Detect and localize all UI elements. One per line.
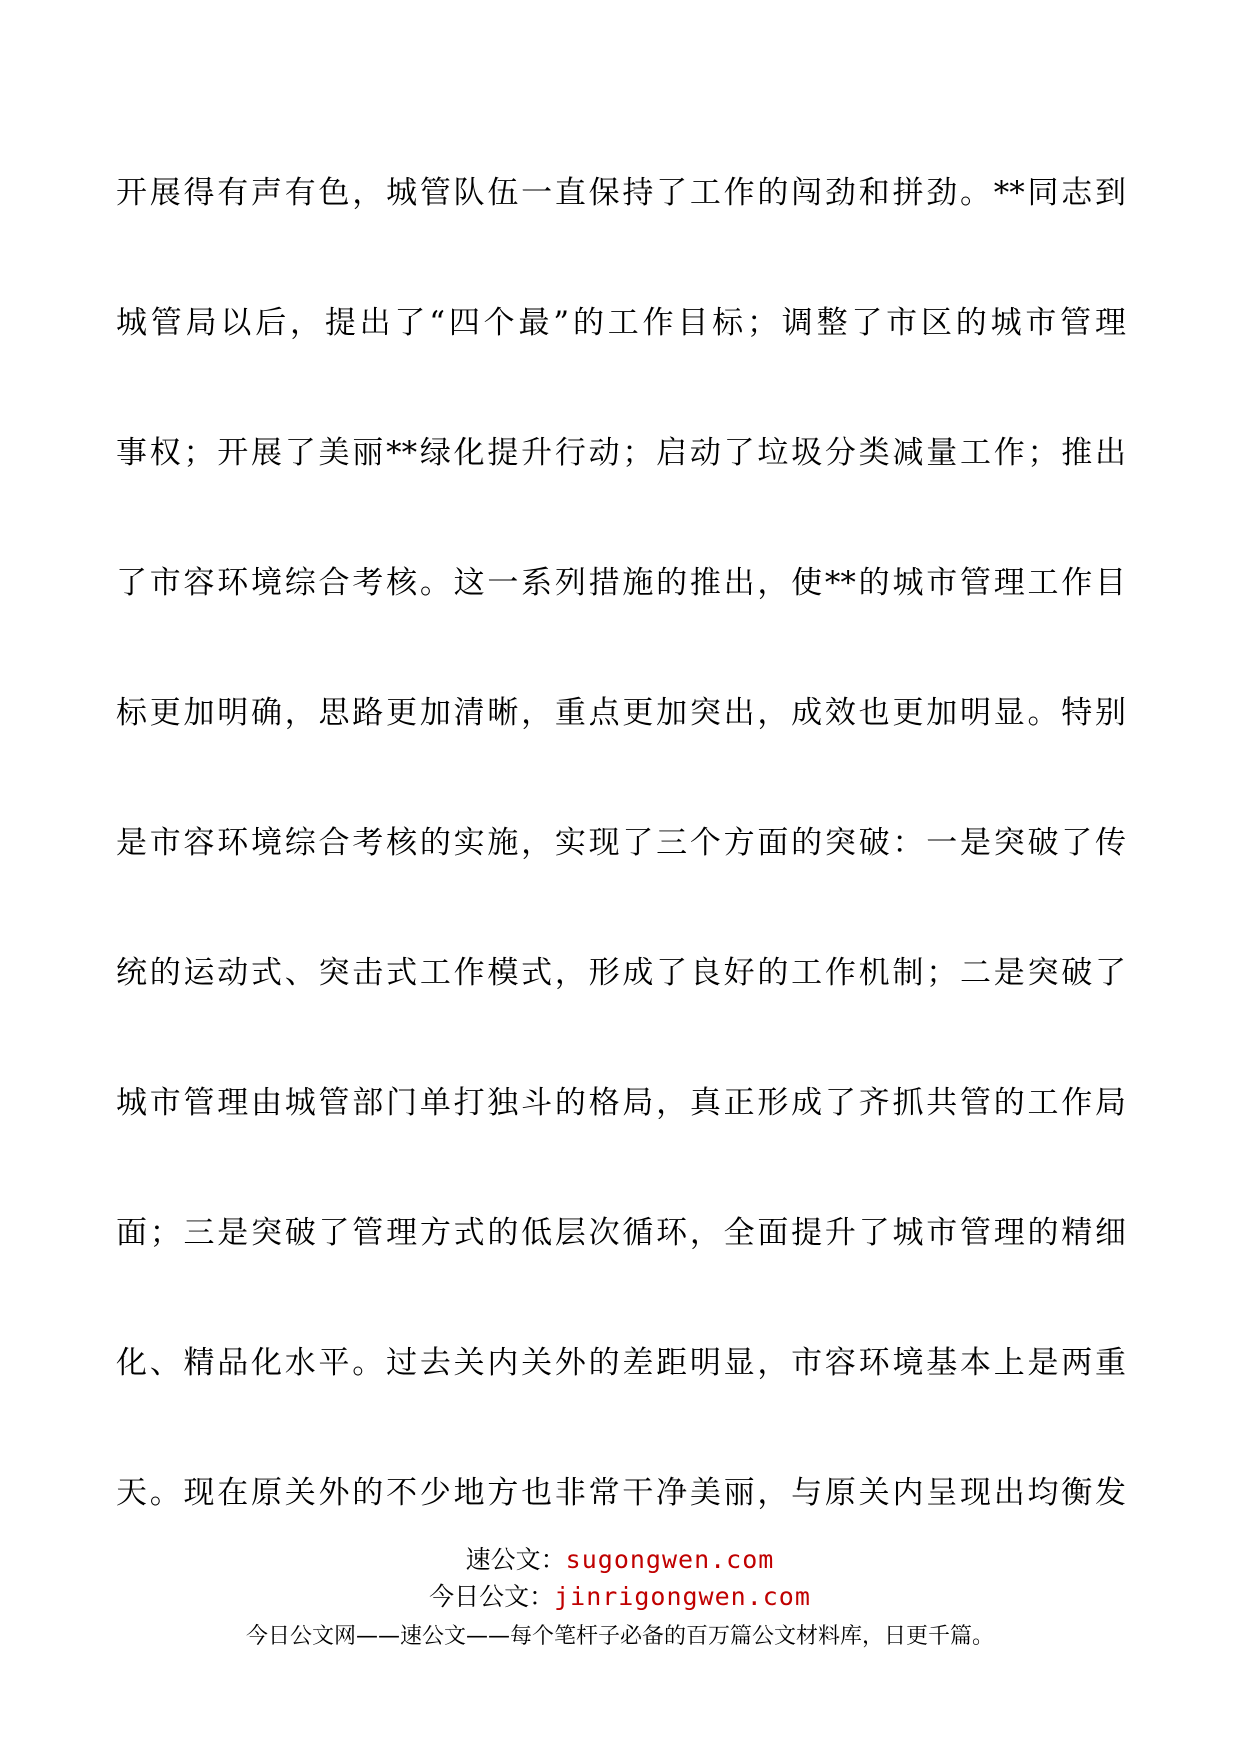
footer-jinrigongwen-link[interactable]: jinrigongwen.com: [554, 1582, 811, 1611]
body-line: 城市管理由城管部门单打独斗的格局，真正形成了齐抓共管的工作局: [116, 1085, 1126, 1121]
footer-sugongwen-link[interactable]: sugongwen.com: [565, 1545, 775, 1574]
footer-sugongwen-label: 速公文：: [465, 1545, 566, 1574]
body-line: 是市容环境综合考核的实施，实现了三个方面的突破：一是突破了传: [116, 825, 1126, 861]
body-line: 标更加明确，思路更加清晰，重点更加突出，成效也更加明显。特别: [116, 695, 1126, 731]
body-line: 开展得有声有色，城管队伍一直保持了工作的闯劲和拼劲。**同志到: [116, 175, 1126, 211]
body-line: 化、精品化水平。过去关内关外的差距明显，市容环境基本上是两重: [116, 1345, 1126, 1381]
body-line: 了市容环境综合考核。这一系列措施的推出，使**的城市管理工作目: [116, 565, 1126, 601]
document-body: [116, 170, 1126, 1600]
footer-jinrigongwen: [0, 1580, 1240, 1614]
body-line: 统的运动式、突击式工作模式，形成了良好的工作机制；二是突破了: [116, 955, 1126, 991]
body-line: 城管局以后，提出了“四个最”的工作目标；调整了市区的城市管理: [116, 305, 1126, 341]
body-line: 天。现在原关外的不少地方也非常干净美丽，与原关内呈现出均衡发: [116, 1475, 1126, 1511]
body-line: 事权；开展了美丽**绿化提升行动；启动了垃圾分类减量工作；推出: [116, 435, 1126, 471]
footer-sugongwen: [0, 1543, 1240, 1577]
body-line: 面；三是突破了管理方式的低层次循环，全面提升了城市管理的精细: [116, 1215, 1126, 1251]
footer-jinrigongwen-label: 今日公文：: [429, 1582, 555, 1611]
footer-tagline: 今日公文网——速公文——每个笔杆子必备的百万篇公文材料库，日更千篇。: [245, 1624, 994, 1649]
